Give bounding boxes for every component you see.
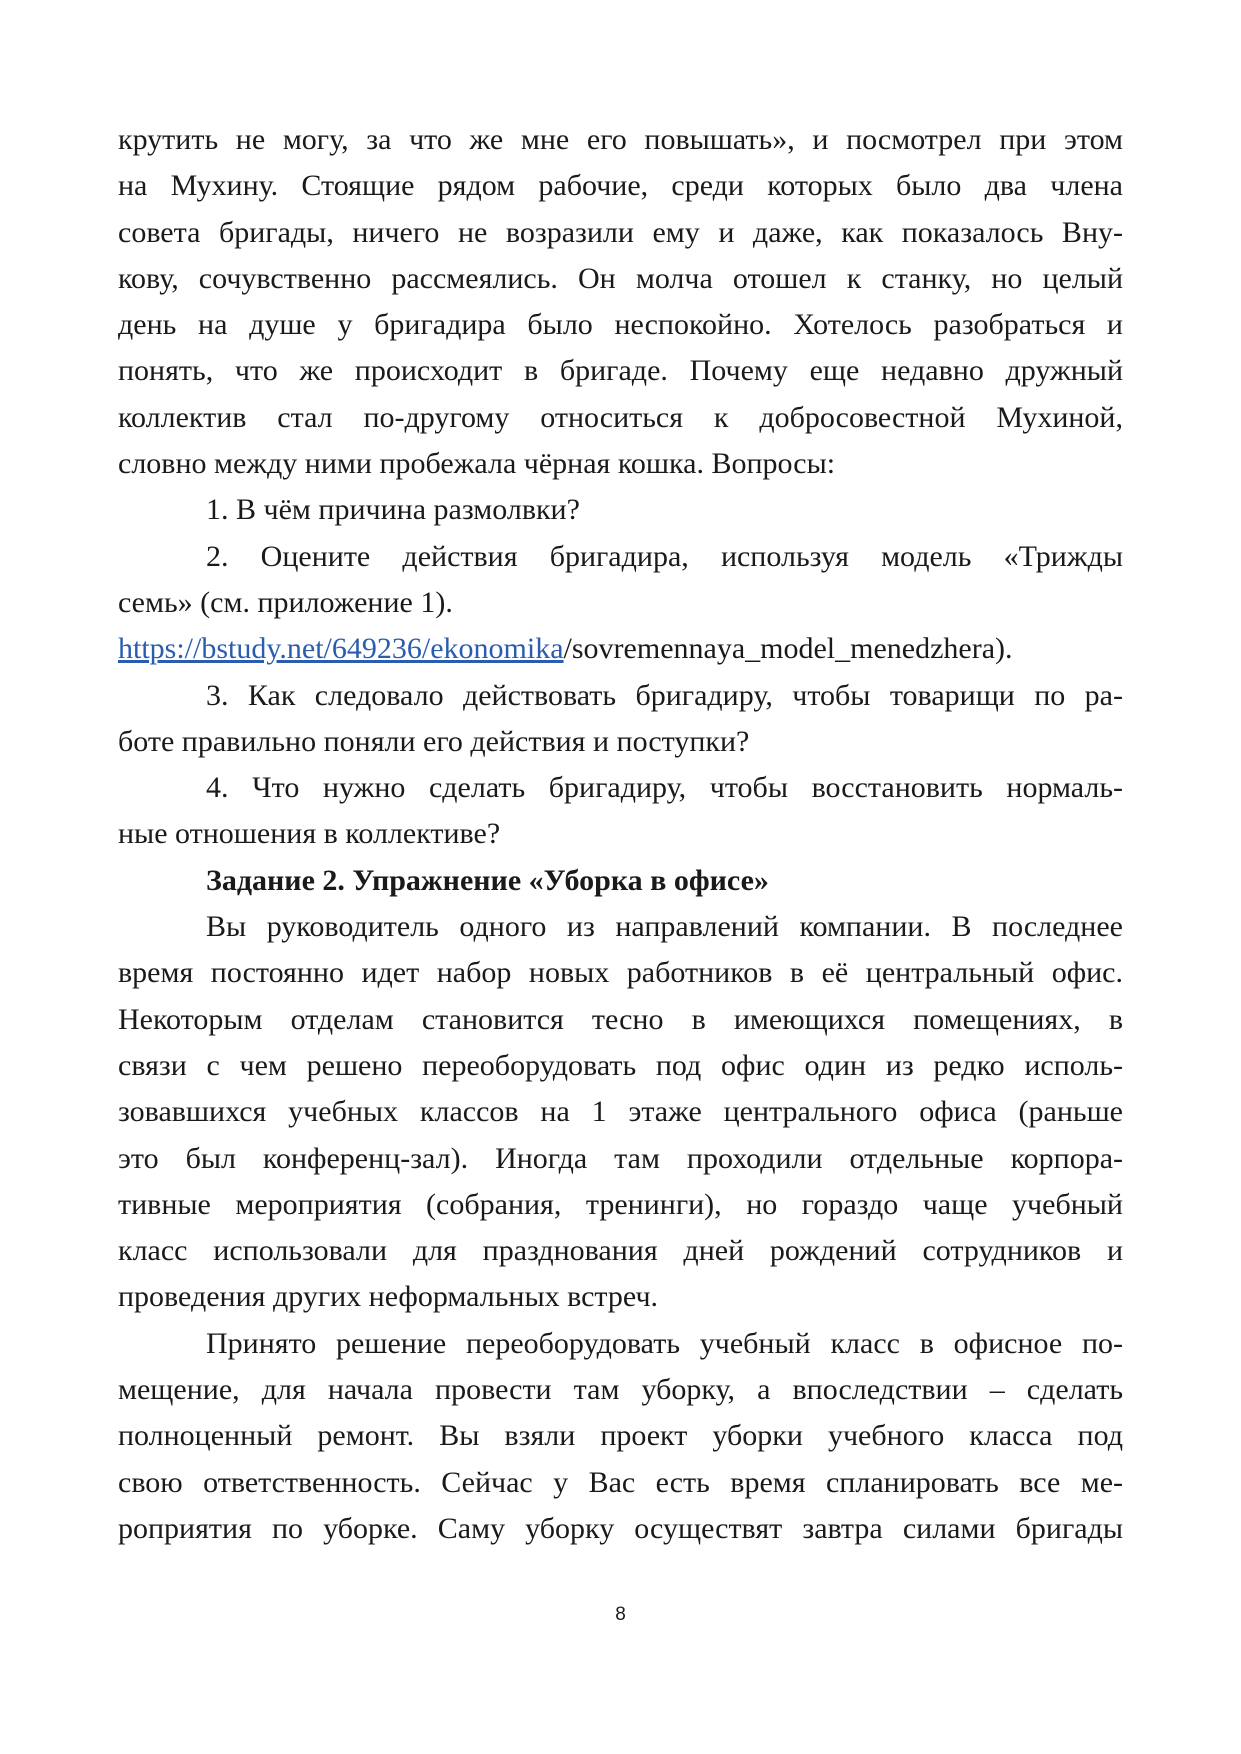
url-suffix: /sovremennaya_model_menedzhera). [563, 632, 1013, 666]
question-3: 3. Как следовало действовать бригадиру, чтобы товарищи по ра- [206, 678, 1123, 712]
text-line: на Мухину. Стоящие рядом рабочие, среди которых было два члена [118, 169, 1123, 203]
text-line: связи с чем решено переоборудовать под офис один из редко исполь- [118, 1048, 1123, 1082]
text-line: крутить не могу, за что же мне его повышать», и посмотрел при этом [118, 123, 1123, 156]
text-line: свою ответственность. Сейчас у Вас есть время спланировать все ме- [118, 1465, 1123, 1499]
url-line [118, 626, 1123, 672]
text-line: боте правильно поняли его действия и поступки? [118, 724, 750, 758]
text-line: время постоянно идет набор новых работников в её центральный офис. [118, 956, 1123, 990]
text-line: роприятия по уборке. Саму уборку осуществят завтра силами бригады [118, 1511, 1123, 1545]
text-line: совета бригады, ничего не возразили ему и даже, как показалось Вну- [118, 215, 1123, 249]
question-2: 2. Оцените действия бригадира, используя модель «Трижды [206, 539, 1123, 573]
text-line: проведения других неформальных встреч. [118, 1280, 659, 1314]
task-heading: Задание 2. Упражнение «Уборка в офисе» [206, 863, 769, 897]
text-line: мещение, для начала провести там уборку, а впоследствии – сделать [118, 1373, 1123, 1407]
document-page [118, 117, 1123, 1552]
text-line: Вы руководитель одного из направлений компании. В последнее [206, 910, 1123, 944]
text-line: тивные мероприятия (собрания, тренинги), но гораздо чаще учебный [118, 1187, 1123, 1221]
text-line: день на душе у бригадира было неспокойно. Хотелось разобраться и [118, 308, 1123, 342]
text-line: Принято решение переоборудовать учебный класс в офисное по- [206, 1326, 1123, 1360]
question-1: 1. В чём причина размолвки? [206, 493, 580, 527]
text-line: полноценный ремонт. Вы взяли проект уборки учебного класса под [118, 1419, 1123, 1453]
text-line: это был конференц-зал). Иногда там проходили отдельные корпора- [118, 1141, 1123, 1175]
text-line: ные отношения в коллективе? [118, 817, 501, 851]
source-link[interactable]: https://bstudy.net/649236/ekonomika [118, 632, 564, 666]
text-line: семь» (см. приложение 1). [118, 585, 453, 619]
page-number: 8 [615, 1604, 626, 1625]
text-line: кову, сочувственно рассмеялись. Он молча отошел к станку, но целый [118, 261, 1123, 295]
text-line: класс использовали для празднования дней рождений сотрудников и [118, 1234, 1123, 1268]
text-line: Некоторым отделам становится тесно в имеющихся помещениях, в [118, 1002, 1123, 1036]
text-line: коллектив стал по-другому относиться к добросовестной Мухиной, [118, 400, 1123, 434]
text-line: понять, что же происходит в бригаде. Почему еще недавно дружный [118, 354, 1123, 388]
text-line: зовавшихся учебных классов на 1 этаже центрального офиса (раньше [118, 1095, 1123, 1129]
text-line: словно между ними пробежала чёрная кошка. Вопросы: [118, 447, 836, 481]
question-4: 4. Что нужно сделать бригадиру, чтобы восстановить нормаль- [206, 771, 1123, 805]
